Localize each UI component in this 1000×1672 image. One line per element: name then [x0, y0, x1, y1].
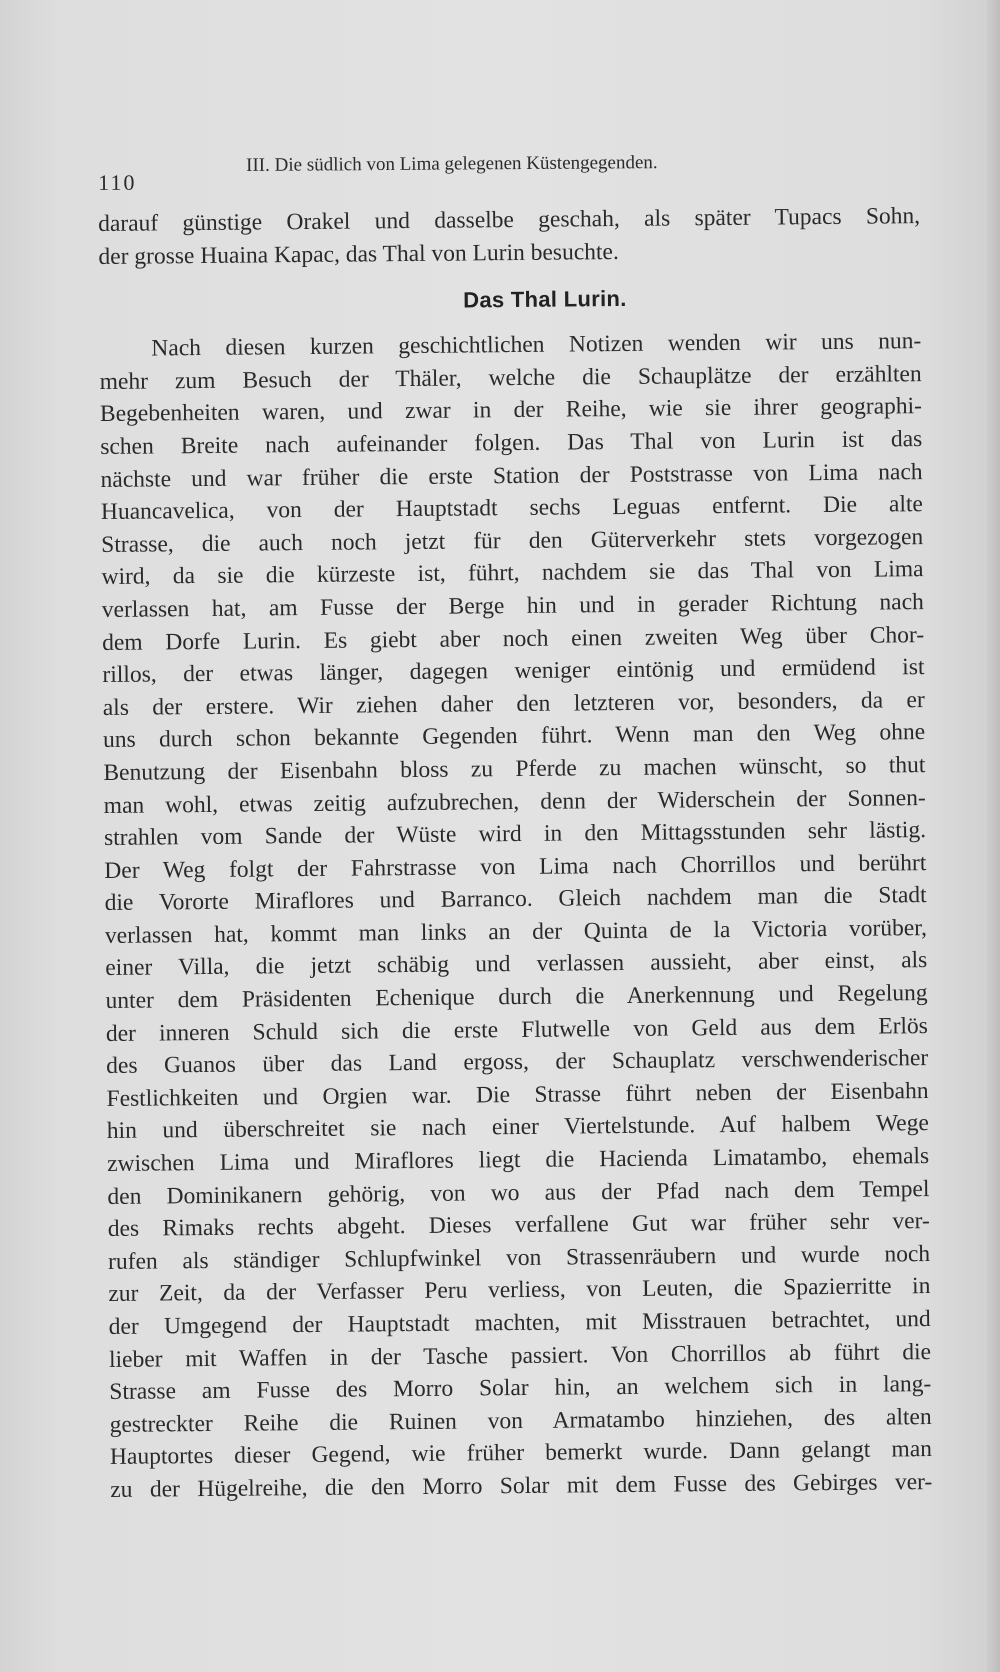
text-line: man wohl, etwas zeitig aufzubrechen, denn der Widerschein der Sonnen- — [103, 784, 926, 819]
text-line: wird, da sie die kürzeste ist, führt, nachdem sie das Thal von Lima — [101, 556, 924, 591]
text-line: rillos, der etwas länger, dagegen weniger eintönig und ermüdend ist — [102, 654, 925, 689]
text-line: zwischen Lima und Miraflores liegt die Hacienda Limatambo, ehemals — [107, 1143, 930, 1177]
text-line: Begebenheiten waren, und zwar in der Reihe, wie sie ihrer geographi- — [99, 393, 923, 428]
text-line: die Vororte Miraflores und Barranco. Gleich nachdem man die Stadt — [104, 882, 927, 917]
text-line: dem Dorfe Lurin. Es giebt aber noch einen zweiten Weg über Chor- — [102, 621, 925, 656]
text-line: verlassen hat, kommt man links an der Quinta de la Victoria vorüber, — [104, 914, 928, 949]
text-line: lieber mit Waffen in der Tasche passiert. Von Chorrillos ab führt die — [108, 1338, 932, 1373]
text-line: als der erstere. Wir ziehen daher den letzteren vor, besonders, da er — [102, 686, 925, 721]
text-line: der Umgegend der Hauptstadt machten, mit Misstrauen betrachtet, und — [108, 1306, 931, 1340]
text-line: rufen als ständiger Schlupfwinkel von Strassenräubern und wurde noch — [107, 1240, 931, 1275]
text-line: Festlichkeiten und Orgien war. Die Strasse führt neben der Eisenbahn — [106, 1077, 929, 1112]
text-line: Der Weg folgt der Fahrstrasse von Lima nach Chorrillos und berührt — [104, 849, 927, 884]
text-line: gestreckter Reihe die Ruinen von Armatambo hinziehen, des alten — [109, 1403, 932, 1438]
running-head — [98, 145, 788, 195]
text-line: mehr zum Besuch der Thäler, welche die Schauplätze der erzählten — [99, 360, 922, 395]
body-text — [98, 200, 932, 1506]
text-line: Strasse am Fusse des Morro Solar hin, an welchem sich in lang- — [109, 1371, 932, 1406]
text-line: der grosse Huaina Kapac, das Thal von Lurin besuchte. — [98, 238, 619, 270]
text-line: uns durch schon bekannte Gegenden führt. Wenn man den Weg ohne — [102, 719, 926, 754]
text-line: Hauptortes dieser Gegend, wie früher bemerkt wurde. Dann gelangt man — [109, 1436, 933, 1471]
text-line: der inneren Schuld sich die erste Flutwelle von Geld aus dem Erlös — [105, 1012, 929, 1047]
section-heading: Das Thal Lurin. — [463, 286, 627, 313]
text-line: zur Zeit, da der Verfasser Peru verliess, von Leuten, die Spazierritte in — [108, 1273, 931, 1308]
text-line: des Rimaks rechts abgeht. Dieses verfallene Gut war früher sehr ver- — [107, 1208, 930, 1243]
text-line: strahlen vom Sande der Wüste wird in den Mittagsstunden sehr lästig. — [103, 817, 927, 852]
text-line: schen Breite nach aufeinander folgen. Das Thal von Lurin ist das — [100, 426, 923, 460]
running-title: III. Die südlich von Lima gelegenen Küstengegenden. — [246, 152, 658, 176]
text-line: hin und überschreitet sie nach einer Viertelstunde. Auf halbem Wege — [106, 1110, 929, 1145]
text-line: Huancavelica, von der Hauptstadt sechs Leguas entfernt. Die alte — [100, 491, 924, 526]
text-line: Strasse, die auch noch jetzt für den Güterverkehr stets vorgezogen — [101, 523, 924, 558]
text-line: des Guanos über das Land ergoss, der Schauplatz verschwenderischer — [106, 1045, 929, 1080]
text-line: Nach diesen kurzen geschichtlichen Notizen wenden wir uns nun- — [151, 328, 922, 362]
text-line: unter dem Präsidenten Echenique durch die Anerkennung und Regelung — [105, 980, 928, 1015]
text-line: zu der Hügelreihe, die den Morro Solar mit dem Fusse des Gebirges ver- — [110, 1469, 933, 1503]
text-line: verlassen hat, am Fusse der Berge hin und in gerader Richtung nach — [101, 589, 924, 623]
text-line: den Dominikanern gehörig, von wo aus der Pfad nach dem Tempel — [107, 1175, 930, 1210]
text-line: nächste und war früher die erste Station der Poststrasse von Lima nach — [100, 458, 923, 493]
text-line: einer Villa, die jetzt schäbig und verlassen aussieht, aber einst, als — [105, 947, 928, 982]
page-edge-shadow — [986, 0, 1000, 1672]
page-number: 110 — [98, 169, 137, 195]
text-line: darauf günstige Orakel und dasselbe geschah, als später Tupacs Sohn, — [98, 203, 921, 237]
text-line: Benutzung der Eisenbahn bloss zu Pferde zu machen wünscht, so thut — [103, 751, 926, 786]
